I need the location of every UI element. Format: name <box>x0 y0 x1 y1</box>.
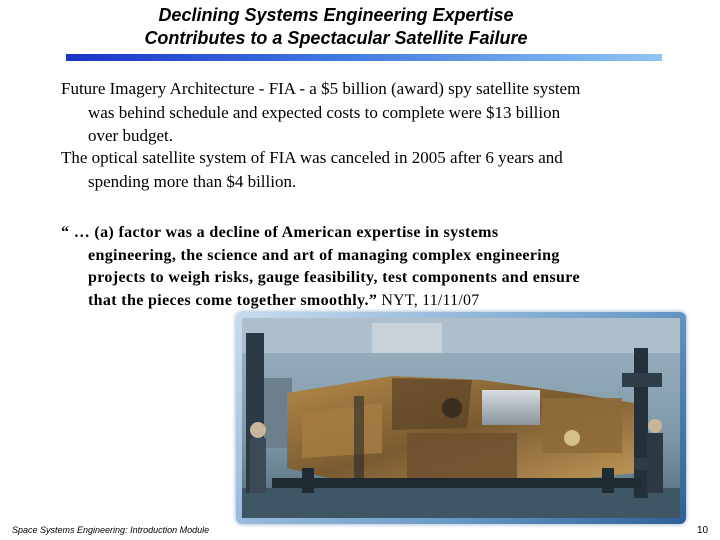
satellite-photo-frame <box>236 312 686 524</box>
satellite-photo <box>242 318 680 518</box>
para2-line-1: The optical satellite system of FIA was canceled in 2005 after 6 years and <box>61 148 563 167</box>
para2-line-2: spending more than $4 billion. <box>88 171 297 191</box>
page-number: 10 <box>697 525 709 536</box>
nyt-quote <box>61 222 691 312</box>
title-underline-bar <box>66 54 662 61</box>
paragraph-fia-cost <box>61 77 681 148</box>
quote-line-4: that the pieces come together smoothly.” <box>88 291 378 309</box>
footer-text: Space Systems Engineering: Introduction Module <box>12 525 210 535</box>
para1-line-2: was behind schedule and expected costs to complete were $13 billion <box>88 102 561 122</box>
quote-line-2: engineering, the science and art of managing complex engineering <box>88 246 560 264</box>
quote-line-3: projects to weigh risks, gauge feasibility, test components and ensure <box>88 269 580 286</box>
slide-title <box>0 4 672 50</box>
quote-citation: NYT, 11/11/07 <box>377 291 480 309</box>
title-line-2: Contributes to a Spectacular Satellite Failure <box>144 28 528 48</box>
quote-line-1: “ … (a) factor was a decline of American expertise in systems <box>61 224 499 241</box>
para1-line-1: Future Imagery Architecture - FIA - a $5 billion (award) spy satellite system <box>61 79 581 98</box>
title-line-1: Declining Systems Engineering Expertise <box>158 5 514 25</box>
paragraph-fia-canceled <box>61 146 681 193</box>
para1-line-3: over budget. <box>88 126 173 145</box>
quote-line-4-wrap <box>61 290 691 313</box>
